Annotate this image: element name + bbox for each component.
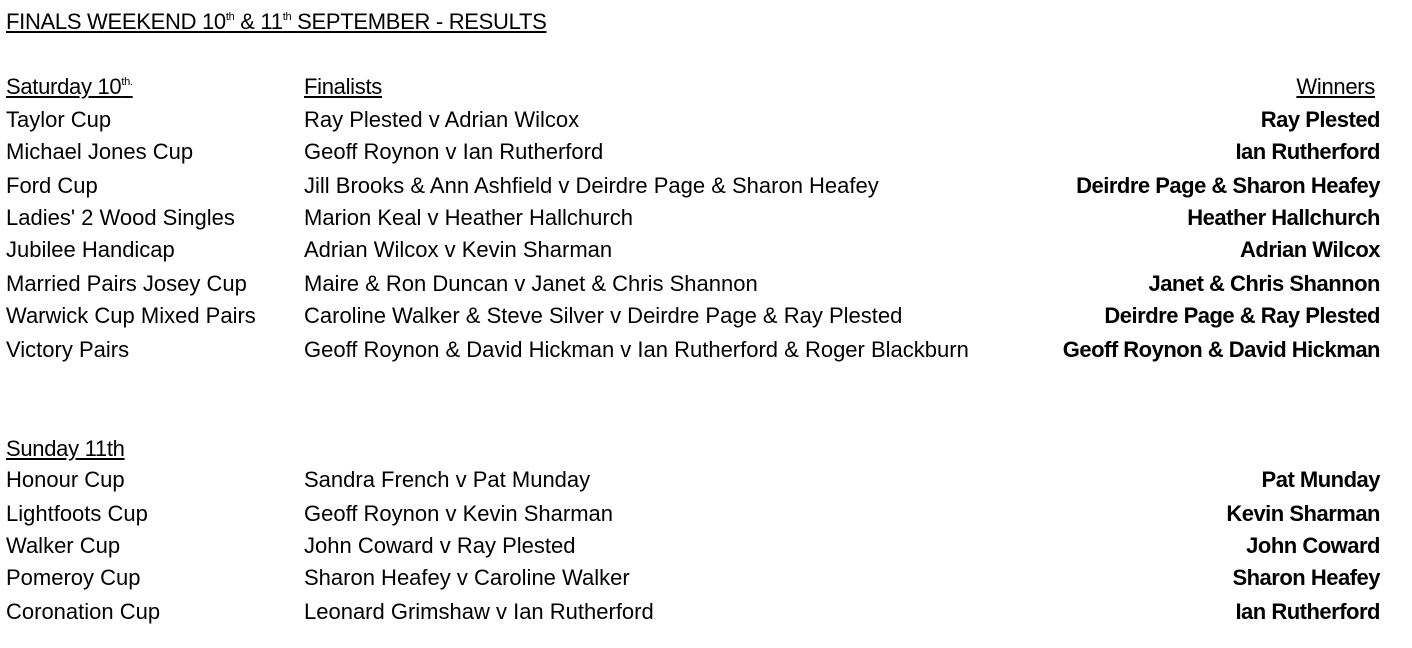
winner-text: John Coward — [1246, 533, 1380, 558]
finalists-text: Marion Keal v Heather Hallchurch — [304, 205, 633, 230]
winner-text: Ian Rutherford — [1235, 599, 1380, 624]
winner-text: Kevin Sharman — [1226, 501, 1380, 526]
winner-text: Geoff Roynon & David Hickman — [1062, 337, 1380, 362]
winner-text: Ian Rutherford — [1235, 139, 1380, 164]
title-text-2: & 11 — [234, 9, 283, 34]
finalists-text: Leonard Grimshaw v Ian Rutherford — [304, 599, 654, 624]
result-row — [0, 271, 1412, 303]
winner-text: Janet & Chris Shannon — [1148, 271, 1380, 296]
result-row — [0, 139, 1412, 171]
result-row — [0, 467, 1412, 499]
winner-text: Adrian Wilcox — [1240, 237, 1380, 262]
finalists-text: Adrian Wilcox v Kevin Sharman — [304, 237, 613, 262]
finalists-heading: Finalists — [304, 74, 382, 99]
title-text-1: FINALS WEEKEND 10 — [6, 9, 226, 34]
finalists-text: Geoff Roynon v Kevin Sharman — [304, 501, 613, 526]
title-sup-2: th — [282, 11, 292, 23]
result-row — [0, 237, 1412, 269]
finalists-text: Maire & Ron Duncan v Janet & Chris Shannon — [304, 271, 758, 296]
event-name: Michael Jones Cup — [6, 139, 194, 164]
event-name: Pomeroy Cup — [6, 565, 141, 590]
sunday-heading: Sunday 11th — [6, 436, 125, 461]
saturday-date-sup: th. — [121, 76, 133, 88]
saturday-date-label: 10 — [97, 74, 122, 99]
finalists-text: Geoff Roynon v Ian Rutherford — [304, 139, 604, 164]
result-row — [0, 565, 1412, 597]
result-row — [0, 173, 1412, 205]
event-name: Coronation Cup — [6, 599, 161, 624]
finalists-text: John Coward v Ray Plested — [304, 533, 576, 558]
event-name: Warwick Cup Mixed Pairs — [6, 303, 256, 328]
result-row — [0, 205, 1412, 237]
winner-text: Deirdre Page & Ray Plested — [1104, 303, 1380, 328]
page-title — [6, 9, 546, 35]
winner-text: Pat Munday — [1261, 467, 1380, 492]
title-text-3: SEPTEMBER - RESULTS — [291, 9, 547, 34]
result-row — [0, 599, 1412, 631]
finalists-text: Sharon Heafey v Caroline Walker — [304, 565, 630, 590]
title-sup-1: th — [225, 11, 235, 23]
event-name: Lightfoots Cup — [6, 501, 148, 526]
finalists-text: Sandra French v Pat Munday — [304, 467, 591, 492]
finalists-text: Geoff Roynon & David Hickman v Ian Rutherford & Roger Blackburn — [304, 337, 969, 362]
finalists-text: Ray Plested v Adrian Wilcox — [304, 107, 580, 132]
winner-text: Deirdre Page & Sharon Heafey — [1076, 173, 1380, 198]
event-name: Ladies' 2 Wood Singles — [6, 205, 235, 230]
event-name: Honour Cup — [6, 467, 125, 492]
saturday-heading — [6, 74, 133, 100]
finalists-text: Caroline Walker & Steve Silver v Deirdre Page & Ray Plested — [304, 303, 903, 328]
event-name: Married Pairs Josey Cup — [6, 271, 247, 296]
event-name: Ford Cup — [6, 173, 98, 198]
winner-text: Heather Hallchurch — [1187, 205, 1380, 230]
finalists-text: Jill Brooks & Ann Ashfield v Deirdre Page & Sharon Heafey — [304, 173, 879, 198]
event-name: Walker Cup — [6, 533, 121, 558]
winner-text: Sharon Heafey — [1232, 565, 1380, 590]
event-name: Jubilee Handicap — [6, 237, 175, 262]
result-row — [0, 303, 1412, 335]
result-row — [0, 337, 1412, 369]
winner-text: Ray Plested — [1260, 107, 1380, 132]
event-name: Victory Pairs — [6, 337, 130, 362]
result-row — [0, 533, 1412, 565]
winners-heading: Winners — [1296, 74, 1375, 99]
result-row — [0, 501, 1412, 533]
saturday-day-label: Saturday — [6, 74, 92, 99]
event-name: Taylor Cup — [6, 107, 112, 132]
result-row — [0, 107, 1412, 139]
